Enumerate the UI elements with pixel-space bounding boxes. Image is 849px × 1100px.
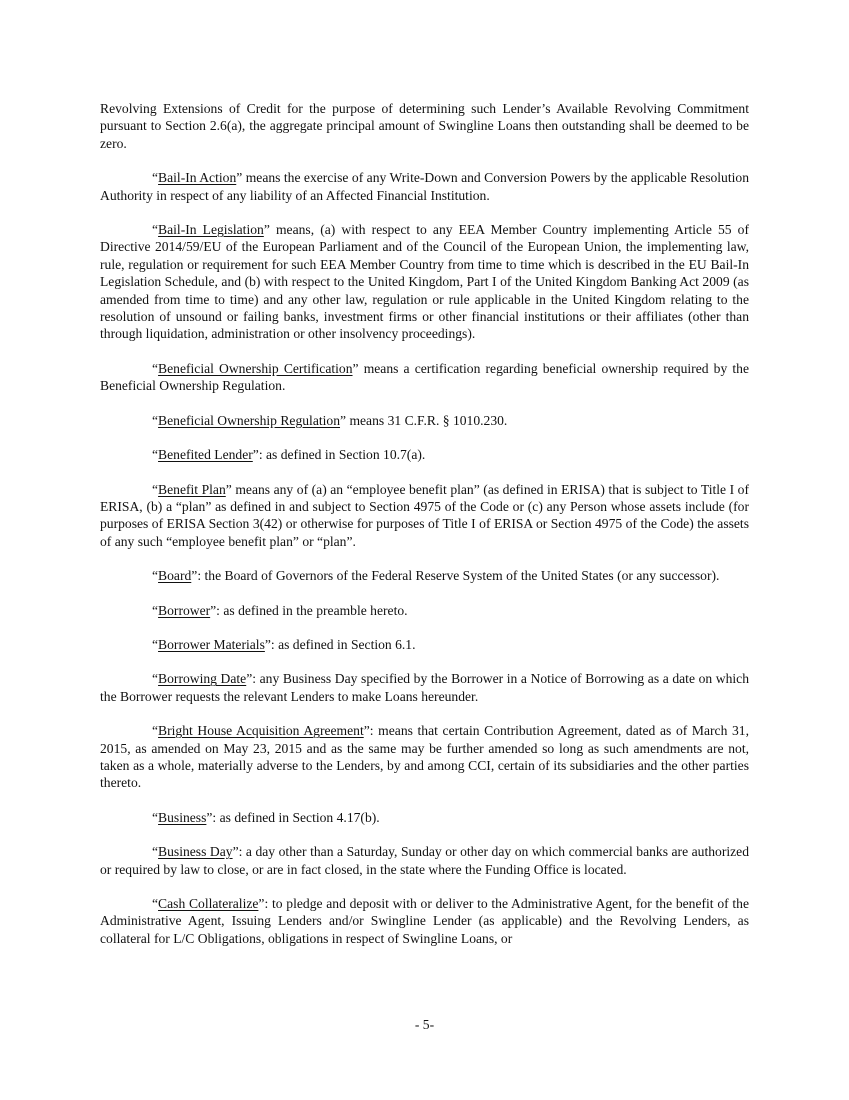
defined-term: Business Day — [158, 844, 233, 860]
defined-term: Bail-In Action — [158, 170, 237, 186]
defined-term: Borrower — [158, 602, 211, 618]
definition-bail-in-legislation: “Bail-In Legislation” means, (a) with respect to any EEA Member Country implementing Article 55 of Directive 2014/59/EU of the European Parliament and of the Council of the European Union, the implementing law, rule, regulation or requirement for such EEA Member Country from time to time which is described in the EU Bail-In Legislation Schedule, and (b) with respect to the United Kingdom, Part I of the United Kingdom Banking Act 2009 (as amended from time to time) and any other law, regulation or rule applicable in the United Kingdom relating to the resolution of unsound or failing banks, investment firms or other financial institutions or their affiliates (other than through liquidation, administration or other insolvency proceedings). — [100, 222, 749, 342]
defined-term: Cash Collateralize — [158, 896, 259, 911]
page-number: - 5- — [414, 1017, 435, 1032]
continuation-paragraph: Revolving Extensions of Credit for the purpose of determining such Lender’s Available Revolving Commitment pursuant to Section 2.6(a), the aggregate principal amount of Swingline Loans then outstanding shall be deemed to be zero. — [100, 101, 749, 151]
definition-beneficial-ownership-regulation: “Beneficial Ownership Regulation” means 31 C.F.R. § 1010.230. — [152, 412, 508, 428]
defined-term: Bright House Acquisition Agreement — [158, 723, 364, 739]
definition-benefited-lender: “Benefited Lender”: as defined in Section 10.7(a). — [152, 447, 426, 463]
definition-board: “Board”: the Board of Governors of the Federal Reserve System of the United States (or any successor). — [152, 568, 720, 584]
document-page — [100, 100, 749, 964]
defined-term: Borrower Materials — [158, 636, 265, 652]
defined-term: Bail-In Legislation — [158, 222, 264, 238]
defined-term: Beneficial Ownership Certification — [158, 360, 353, 376]
defined-term: Benefited Lender — [158, 447, 253, 463]
definition-bright-house-acquisition-agreement: “Bright House Acquisition Agreement”: means that certain Contribution Agreement, dated as of March 31, 2015, as amended on May 23, 2015 and as the same may be further amended so long as such amendments are not, taken as a whole, materially adverse to the Lenders, by and among CCI, certain of its subsidiaries and the other parties thereto. — [100, 723, 749, 791]
definition-cash-collateralize: “Cash Collateralize”: to pledge and deposit with or deliver to the Administrative Agent, for the benefit of the Administrative Agent, Issuing Lenders and/or Swingline Lender (as applicable) and the Revolving Lenders, as collateral for L/C Obligations, obligations in respect of Swingline Loans, or — [100, 896, 749, 946]
definition-beneficial-ownership-certification: “Beneficial Ownership Certification” means a certification regarding beneficial ownership required by the Beneficial Ownership Regulation. — [100, 360, 749, 394]
definition-borrower: “Borrower”: as defined in the preamble hereto. — [152, 602, 408, 618]
definition-borrower-materials: “Borrower Materials”: as defined in Section 6.1. — [152, 636, 416, 652]
definition-borrowing-date: “Borrowing Date”: any Business Day specified by the Borrower in a Notice of Borrowing as a date on which the Borrower requests the relevant Lenders to make Loans hereunder. — [100, 671, 749, 704]
definition-bail-in-action: “Bail-In Action” means the exercise of any Write-Down and Conversion Powers by the applicable Resolution Authority in respect of any liability of an Affected Financial Institution. — [100, 170, 750, 203]
defined-term: Beneficial Ownership Regulation — [158, 412, 341, 428]
defined-term: Borrowing Date — [158, 671, 247, 687]
defined-term: Business — [158, 809, 207, 825]
definition-business: “Business”: as defined in Section 4.17(b). — [152, 809, 380, 825]
defined-term: Board — [158, 568, 192, 584]
defined-term: Benefit Plan — [158, 481, 226, 497]
definition-business-day: “Business Day”: a day other than a Saturday, Sunday or other day on which commercial banks are authorized or required by law to close, or are in fact closed, in the state where the Funding Office is located. — [100, 844, 750, 877]
definition-benefit-plan: “Benefit Plan” means any of (a) an “employee benefit plan” (as defined in ERISA) that is subject to Title I of ERISA, (b) a “plan” as defined in and subject to Section 4975 of the Code or (c) any Person whose assets include (for purposes of ERISA Section 3(42) or otherwise for purposes of Title I of ERISA or Section 4975 of the Code) the assets of any such “employee benefit plan” or “plan”. — [100, 481, 749, 549]
